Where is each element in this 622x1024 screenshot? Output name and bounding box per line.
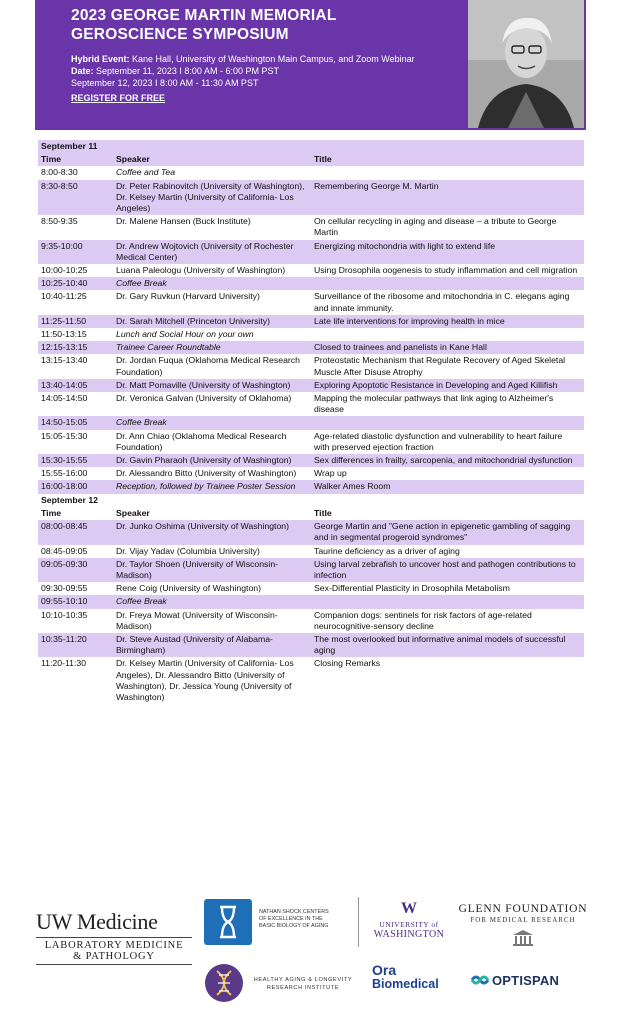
col-speaker: Speaker: [116, 154, 150, 165]
table-row: [38, 467, 584, 480]
title-line-1: 2023 GEORGE MARTIN MEMORIAL: [71, 7, 337, 24]
uw-medicine-name: UW Medicine: [36, 909, 158, 934]
date-label: Date:: [71, 66, 94, 77]
nathan-shock-text: [259, 909, 354, 930]
time-cell: 15:55-16:00: [41, 468, 88, 479]
time-cell: 15:30-15:55: [41, 455, 88, 466]
time-cell: 13:40-14:05: [41, 379, 88, 390]
nathan-shock-line-1: NATHAN SHOCK CENTERS: [259, 909, 329, 915]
time-cell: 14:05-14:50: [41, 393, 88, 404]
speaker-cell: Dr. Veronica Galvan (University of Oklahoma): [116, 393, 292, 404]
title-cell: [314, 167, 584, 178]
time-cell: 10:10-10:35: [41, 609, 88, 620]
table-row: [38, 558, 584, 582]
time-cell: 8:30-8:50: [41, 180, 78, 191]
optispan-text: OPTISPAN: [492, 973, 560, 988]
time-cell: 10:00-10:25: [41, 265, 88, 276]
speaker-cell: Dr. Taylor Shoen (University of Wisconsin- Madison): [116, 558, 279, 580]
register-link[interactable]: REGISTER FOR FREE: [71, 92, 166, 103]
speaker-cell: Dr. Gavin Pharaoh (University of Washington): [116, 455, 292, 466]
title-cell: Closed to trainees and panelists in Kane Hall: [314, 342, 487, 353]
table-row: [38, 277, 584, 290]
table-row: [38, 416, 584, 429]
time-cell: 13:15-13:40: [41, 355, 88, 366]
col-time: Time: [41, 154, 62, 165]
time-cell: 11:25-11:50: [41, 315, 87, 326]
speaker-cell: Dr. Malene Hansen (Buck Institute): [116, 216, 251, 227]
table-row: [38, 180, 584, 216]
speaker-cell: Dr. Vijay Yadav (Columbia University): [116, 545, 260, 556]
day-1-column-header: [38, 153, 584, 166]
time-cell: 08:00-08:45: [41, 521, 88, 532]
table-row: [38, 520, 584, 544]
time-cell: 12:15-13:15: [41, 342, 88, 353]
title-cell: George Martin and "Gene action in epigenetic gambling of sagging and in segmental progeroid syndromes": [314, 521, 571, 543]
title-cell: Sex differences in frailty, sarcopenia, and mitochondrial dysfunction: [314, 455, 573, 466]
title-cell: Companion dogs: sentinels for risk factors of age-related neurocognitive-sensory decline: [314, 609, 532, 631]
speaker-cell: Dr. Matt Pomaville (University of Washington): [116, 379, 291, 390]
title-cell: Age-related diastolic dysfunction and vulnerability to heart failure with preserved ejection fraction: [314, 430, 563, 452]
time-cell: 10:35-11:20: [41, 633, 87, 644]
title-cell: Taurine deficiency as a driver of aging: [314, 545, 460, 556]
speaker-cell: Dr. Andrew Wojtovich (University of Rochester Medical Center): [116, 240, 294, 262]
title-cell: Wrap up: [314, 468, 347, 479]
speaker-cell: Dr. Kelsey Martin (University of California- Los Angeles), Dr. Alessandro Bitto (University of Washington), Dr. Jessica Young (University of Washington): [116, 658, 294, 702]
table-row: [38, 240, 584, 264]
schedule-table: [38, 140, 584, 704]
title-cell: Using larval zebrafish to uncover host and pathogen contributions to infection: [314, 558, 576, 580]
speaker-cell: Trainee Career Roundtable: [116, 342, 221, 353]
speaker-cell: Dr. Ann Chiao (Oklahoma Medical Research Foundation): [116, 430, 287, 452]
glenn-foundation-logo: [456, 903, 590, 946]
table-row: [38, 609, 584, 633]
event-title: [71, 6, 431, 44]
table-row: [38, 392, 584, 416]
speaker-cell: Dr. Alessandro Bitto (University of Washington): [116, 468, 297, 479]
nathan-shock-line-3: BASIC BIOLOGY OF AGING: [259, 923, 329, 929]
speaker-cell: Dr. Freya Mowat (University of Wisconsin- Madison): [116, 609, 278, 631]
table-row: [38, 215, 584, 239]
dna-hourglass-icon: [204, 899, 252, 945]
temple-icon: [512, 930, 534, 946]
title-cell: Surveillance of the ribosome and mitochondria in C. elegans aging and innate immunity.: [314, 291, 570, 313]
col-title: Title: [314, 507, 332, 518]
col-speaker: Speaker: [116, 507, 150, 518]
col-time: Time: [41, 507, 62, 518]
speaker-cell: Rene Coig (University of Washington): [116, 583, 262, 594]
date-text: September 11, 2023 I 8:00 AM - 6:00 PM PST: [96, 66, 279, 77]
table-row: [38, 595, 584, 608]
healthy-line-2: RESEARCH INSTITUTE: [266, 985, 340, 991]
date-text-2: September 12, 2023 I 8:00 AM - 11:30 AM PST: [71, 78, 259, 89]
title-cell: Late life interventions for improving health in mice: [314, 315, 505, 326]
day-1-label-row: [38, 140, 584, 153]
speaker-cell: Coffee and Tea: [116, 167, 176, 178]
ora-biomedical-logo: [372, 963, 452, 992]
uw-medicine-logo: [36, 909, 192, 965]
time-cell: 8:50-9:35: [41, 216, 78, 227]
col-title: Title: [314, 154, 332, 165]
table-row: [38, 341, 584, 354]
table-row: [38, 290, 584, 314]
table-row: [38, 328, 584, 341]
uw-medicine-sub1: LABORATORY MEDICINE: [36, 937, 192, 951]
optispan-icon: [470, 973, 490, 987]
speaker-cell: Reception, followed by Trainee Poster Session: [116, 481, 296, 492]
time-cell: 09:30-09:55: [41, 583, 88, 594]
speaker-cell: Luana Paleologu (University of Washington): [116, 265, 286, 276]
time-cell: 15:05-15:30: [41, 430, 88, 441]
day-1-label: September 11: [41, 141, 98, 151]
time-cell: 11:20-11:30: [41, 658, 87, 669]
time-cell: 10:25-10:40: [41, 278, 88, 289]
healthy-aging-text: [248, 976, 358, 992]
speaker-cell: Dr. Junko Oshima (University of Washington): [116, 521, 290, 532]
time-cell: 10:40-11:25: [41, 291, 87, 302]
speaker-cell: Dr. Gary Ruvkun (Harvard University): [116, 291, 260, 302]
george-martin-photo: [468, 0, 584, 128]
day-2-column-header: [38, 507, 584, 520]
speaker-cell: Dr. Jordan Fuqua (Oklahoma Medical Research Foundation): [116, 355, 300, 377]
title-cell: Using Drosophila oogenesis to study inflammation and cell migration: [314, 265, 578, 276]
speaker-cell: Lunch and Social Hour on your own: [116, 329, 254, 340]
healthy-line-1: HEALTHY AGING & LONGEVITY: [253, 977, 353, 983]
uw-w-icon: W: [401, 900, 417, 917]
title-cell: [314, 278, 584, 289]
uw-logo: [368, 901, 450, 940]
title-cell: Remembering George M. Martin: [314, 180, 439, 191]
nathan-shock-line-2: OF EXCELLENCE IN THE: [259, 916, 323, 922]
hybrid-text: Kane Hall, University of Washington Main Campus, and Zoom Webinar: [132, 54, 415, 64]
uw-line-2: WASHINGTON: [373, 929, 445, 940]
speaker-cell: Dr. Peter Rabinovitch (University of Washington), Dr. Kelsey Martin (University of California- Los Angeles): [116, 180, 305, 214]
speaker-cell: Dr. Steve Austad (University of Alabama- Birmingham): [116, 633, 273, 656]
title-cell: Proteostatic Mechanism that Regulate Recovery of Aged Skeletal Muscle After Disuse Atrophy: [314, 355, 566, 377]
title-cell: The most overlooked but informative animal models of successful aging: [314, 633, 566, 656]
uw-medicine-sub2: & PATHOLOGY: [36, 951, 192, 965]
time-cell: 09:05-09:30: [41, 558, 88, 569]
title-cell: Exploring Apoptotic Resistance in Developing and Aged Killifish: [314, 379, 558, 390]
ora-line-1: Ora: [372, 962, 397, 978]
title-cell: On cellular recycling in aging and disease – a tribute to George Martin: [314, 216, 557, 238]
table-row: [38, 582, 584, 595]
title-line-2: GEROSCIENCE SYMPOSIUM: [71, 26, 289, 43]
day-2-label-row: [38, 494, 584, 507]
table-row: [38, 545, 584, 558]
table-row: [38, 166, 584, 179]
event-header: [35, 0, 586, 130]
ora-line-2: Biomedical: [372, 977, 439, 991]
time-cell: 11:50-13:15: [41, 329, 87, 340]
title-cell: [314, 417, 584, 428]
hybrid-label: Hybrid Event:: [71, 54, 130, 64]
uw-line-1: UNIVERSITY of: [379, 920, 439, 929]
speaker-cell: Coffee Break: [116, 417, 167, 428]
time-cell: 9:35-10:00: [41, 240, 83, 251]
day-2-label: September 12: [41, 494, 98, 505]
table-row: [38, 315, 584, 328]
table-row: [38, 354, 584, 378]
time-cell: 08:45-09:05: [41, 545, 88, 556]
table-row: [38, 264, 584, 277]
event-info: [71, 53, 431, 104]
speaker-cell: Coffee Break: [116, 596, 167, 607]
speaker-cell: Coffee Break: [116, 278, 167, 289]
time-cell: 14:50-15:05: [41, 417, 88, 428]
table-row: [38, 379, 584, 392]
table-row: [38, 657, 584, 704]
title-cell: Mapping the molecular pathways that link aging to Alzheimer's disease: [314, 393, 554, 415]
speaker-cell: Dr. Sarah Mitchell (Princeton University): [116, 315, 271, 326]
title-cell: Sex-Differential Plasticity in Drosophila Metabolism: [314, 583, 510, 594]
table-row: [38, 480, 584, 493]
time-cell: 8:00-8:30: [41, 167, 78, 178]
title-cell: [314, 596, 584, 607]
title-cell: Closing Remarks: [314, 658, 381, 669]
healthy-aging-dna-icon: [205, 964, 243, 1002]
glenn-line-2: FOR MEDICAL RESEARCH: [470, 916, 576, 924]
title-cell: Energizing mitochondria with light to extend life: [314, 240, 496, 251]
glenn-line-1: GLENN FOUNDATION: [458, 903, 588, 915]
table-row: [38, 430, 584, 454]
table-row: [38, 633, 584, 657]
time-cell: 16:00-18:00: [41, 481, 88, 492]
logo-divider: [358, 897, 359, 947]
time-cell: 09:55-10:10: [41, 596, 88, 607]
sponsor-logos: [0, 895, 622, 1024]
table-row: [38, 454, 584, 467]
title-cell: Walker Ames Room: [314, 481, 391, 492]
